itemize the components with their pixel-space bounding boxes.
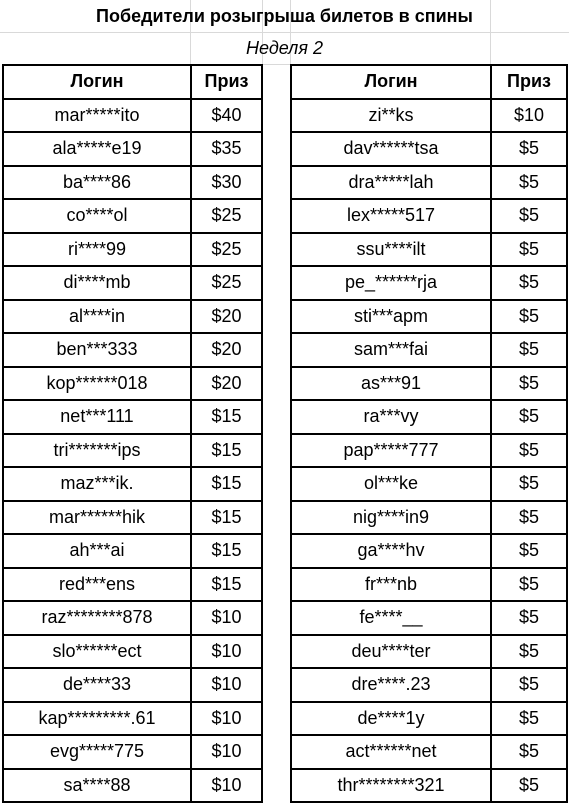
table-row [3, 132, 262, 166]
prize-cell: $25 [191, 199, 262, 233]
login-header: Логин [3, 65, 191, 99]
login-cell: maz***ik. [3, 467, 191, 501]
prize-cell: $5 [491, 668, 567, 702]
login-cell: ala*****e19 [3, 132, 191, 166]
table-row [3, 534, 262, 568]
login-cell: lex*****517 [291, 199, 491, 233]
login-cell: sam***fai [291, 333, 491, 367]
table-row [3, 735, 262, 769]
login-cell: thr********321 [291, 769, 491, 803]
login-cell: slo******ect [3, 635, 191, 669]
prize-cell: $5 [491, 434, 567, 468]
login-cell: ben***333 [3, 333, 191, 367]
prize-cell: $5 [491, 367, 567, 401]
table-row [291, 735, 567, 769]
table-row [291, 501, 567, 535]
login-cell: red***ens [3, 568, 191, 602]
prize-cell: $5 [491, 769, 567, 803]
header-row [291, 65, 567, 99]
table-row [291, 132, 567, 166]
prize-cell: $10 [191, 635, 262, 669]
table-row [291, 266, 567, 300]
table-row [3, 300, 262, 334]
table-row [291, 601, 567, 635]
table-row [291, 367, 567, 401]
table-row [3, 333, 262, 367]
prize-cell: $5 [491, 400, 567, 434]
table-row [3, 635, 262, 669]
table-row [3, 367, 262, 401]
login-cell: pap*****777 [291, 434, 491, 468]
table-row [291, 99, 567, 133]
login-cell: sti***apm [291, 300, 491, 334]
login-cell: ra***vy [291, 400, 491, 434]
login-cell: evg*****775 [3, 735, 191, 769]
table-row [3, 702, 262, 736]
table-row [3, 769, 262, 803]
table-row [291, 635, 567, 669]
login-cell: dra*****lah [291, 166, 491, 200]
prize-cell: $5 [491, 635, 567, 669]
prize-cell: $5 [491, 601, 567, 635]
table-row [291, 702, 567, 736]
login-cell: de****1y [291, 702, 491, 736]
table-row [3, 568, 262, 602]
prize-cell: $20 [191, 333, 262, 367]
table-row [291, 434, 567, 468]
prize-cell: $10 [491, 99, 567, 133]
login-cell: deu****ter [291, 635, 491, 669]
prize-cell: $10 [191, 735, 262, 769]
prize-cell: $5 [491, 166, 567, 200]
prize-cell: $15 [191, 400, 262, 434]
table-row [291, 467, 567, 501]
prize-cell: $15 [191, 568, 262, 602]
prize-cell: $5 [491, 501, 567, 535]
login-cell: ah***ai [3, 534, 191, 568]
prize-cell: $10 [191, 668, 262, 702]
prize-cell: $10 [191, 769, 262, 803]
prize-cell: $5 [491, 534, 567, 568]
table-row [3, 166, 262, 200]
login-cell: fe****__ [291, 601, 491, 635]
prize-header: Приз [191, 65, 262, 99]
prize-cell: $5 [491, 702, 567, 736]
prize-cell: $35 [191, 132, 262, 166]
login-cell: as***91 [291, 367, 491, 401]
prize-cell: $5 [491, 333, 567, 367]
prize-cell: $5 [491, 300, 567, 334]
login-cell: tri*******ips [3, 434, 191, 468]
table-row [3, 434, 262, 468]
login-cell: ssu****ilt [291, 233, 491, 267]
table-row [291, 568, 567, 602]
login-cell: fr***nb [291, 568, 491, 602]
prize-header: Приз [491, 65, 567, 99]
prize-cell: $5 [491, 568, 567, 602]
week-label: Неделя 2 [0, 32, 569, 63]
table-row [3, 400, 262, 434]
login-cell: di****mb [3, 266, 191, 300]
prize-cell: $20 [191, 300, 262, 334]
table-gap [262, 64, 290, 801]
prize-cell: $15 [191, 434, 262, 468]
prize-cell: $5 [491, 266, 567, 300]
login-cell: ol***ke [291, 467, 491, 501]
table-row [291, 400, 567, 434]
table-row [291, 233, 567, 267]
login-cell: kap*********.61 [3, 702, 191, 736]
prize-cell: $5 [491, 199, 567, 233]
login-cell: net***111 [3, 400, 191, 434]
table-row [3, 501, 262, 535]
login-cell: pe_******rja [291, 266, 491, 300]
login-cell: de****33 [3, 668, 191, 702]
winners-table-right [290, 64, 568, 803]
login-cell: nig****in9 [291, 501, 491, 535]
login-header: Логин [291, 65, 491, 99]
prize-cell: $5 [491, 735, 567, 769]
login-cell: co****ol [3, 199, 191, 233]
login-cell: ri****99 [3, 233, 191, 267]
table-row [3, 601, 262, 635]
login-cell: raz********878 [3, 601, 191, 635]
prize-cell: $5 [491, 132, 567, 166]
login-cell: ga****hv [291, 534, 491, 568]
header-row [3, 65, 262, 99]
table-row [291, 300, 567, 334]
login-cell: ba****86 [3, 166, 191, 200]
table-row [291, 333, 567, 367]
table-row [291, 534, 567, 568]
table-row [291, 769, 567, 803]
login-cell: sa****88 [3, 769, 191, 803]
login-cell: dav******tsa [291, 132, 491, 166]
table-row [291, 668, 567, 702]
prize-cell: $25 [191, 266, 262, 300]
prize-cell: $25 [191, 233, 262, 267]
table-row [291, 166, 567, 200]
prize-cell: $5 [491, 233, 567, 267]
winners-table-left [2, 64, 263, 803]
table-row [3, 199, 262, 233]
login-cell: zi**ks [291, 99, 491, 133]
login-cell: mar******hik [3, 501, 191, 535]
prize-cell: $15 [191, 501, 262, 535]
login-cell: kop******018 [3, 367, 191, 401]
login-cell: dre****.23 [291, 668, 491, 702]
login-cell: act******net [291, 735, 491, 769]
table-row [3, 266, 262, 300]
prize-cell: $20 [191, 367, 262, 401]
login-cell: mar*****ito [3, 99, 191, 133]
prize-cell: $10 [191, 702, 262, 736]
table-row [3, 233, 262, 267]
table-row [291, 199, 567, 233]
prize-cell: $30 [191, 166, 262, 200]
prize-cell: $5 [491, 467, 567, 501]
prize-cell: $40 [191, 99, 262, 133]
table-row [3, 467, 262, 501]
table-row [3, 668, 262, 702]
page-title: Победители розыгрыша билетов в спины [96, 6, 473, 26]
login-cell: al****in [3, 300, 191, 334]
prize-cell: $10 [191, 601, 262, 635]
prize-cell: $15 [191, 467, 262, 501]
table-row [3, 99, 262, 133]
prize-cell: $15 [191, 534, 262, 568]
